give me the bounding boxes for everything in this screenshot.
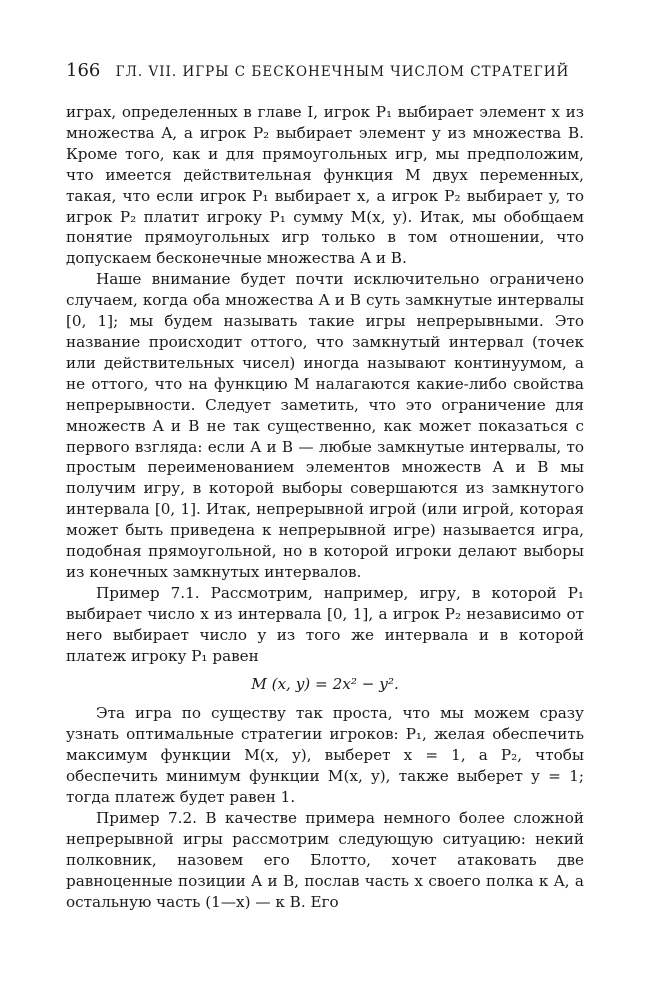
example-7-2: Пример 7.2. В качестве примера немного более сложной непрерывной игры рассмотрим следующую ситуацию: некий полковник, назовем его Блотто, хочет атаковать две равноценные позиции A и B, послав часть x своего полка к A, а остальную часть (1—x) — к B. Его: [66, 808, 584, 911]
running-title: ГЛ. VII. ИГРЫ С БЕСКОНЕЧНЫМ ЧИСЛОМ СТРАТЕГИЙ: [115, 64, 570, 80]
body-text: [66, 102, 584, 912]
page-number: 166: [66, 60, 101, 81]
running-header: [66, 60, 586, 81]
paragraph-4: Эта игра по существу так проста, что мы можем сразу узнать оптимальные стратегии игроков: P₁, желая обеспечить максимум функции M(x, y), выберет x = 1, а P₂, чтобы обеспечить минимум функции M(x, y), также выберет y = 1; тогда платеж будет равен 1.: [66, 704, 584, 806]
example-7-1: Пример 7.1. Рассмотрим, например, игру, в которой P₁ выбирает число x из интервала [0, 1], а игрок P₂ независимо от него выбирает число y из того же интервала и в которой платеж игроку P₁ равен: [66, 583, 584, 665]
paragraph-1: играх, определенных в главе I, игрок P₁ выбирает элемент x из множества A, а игрок P₂ выбирает элемент y из множества B. Кроме того, как и для прямоугольных игр, мы предположим, что имеется действительная функция M двух переменных, такая, что если игрок P₁ выбирает x, а игрок P₂ выбирает y, то игрок P₂ платит игроку P₁ сумму M(x, y). Итак, мы обобщаем понятие прямоугольных игр только в том отношении, что допускаем бесконечные множества A и B.: [66, 103, 584, 268]
payoff-formula: M (x, y) = 2x² − y².: [251, 675, 399, 694]
paragraph-2: Наше внимание будет почти исключительно ограничено случаем, когда оба множества A и B суть замкнутые интервалы [0, 1]; мы будем называть такие игры непрерывными. Это название происходит оттого, что замкнутый интервал (точек или действительных чисел) иногда называют континуумом, а не оттого, что на функцию M налагаются какие-либо свойства непрерывности. Следует заметить, что это ограничение для множеств A и B не так существенно, как может показаться с первого взгляда: если A и B — любые замкнутые интервалы, то простым переименованием элементов множеств A и B мы получим игру, в которой выборы совершаются из замкнутого интервала [0, 1]. Итак, непрерывной игрой (или игрой, которая может быть приведена к непрерывной игре) называется игра, подобная прямоугольной, но в которой игроки делают выборы из конечных замкнутых интервалов.: [66, 270, 584, 581]
